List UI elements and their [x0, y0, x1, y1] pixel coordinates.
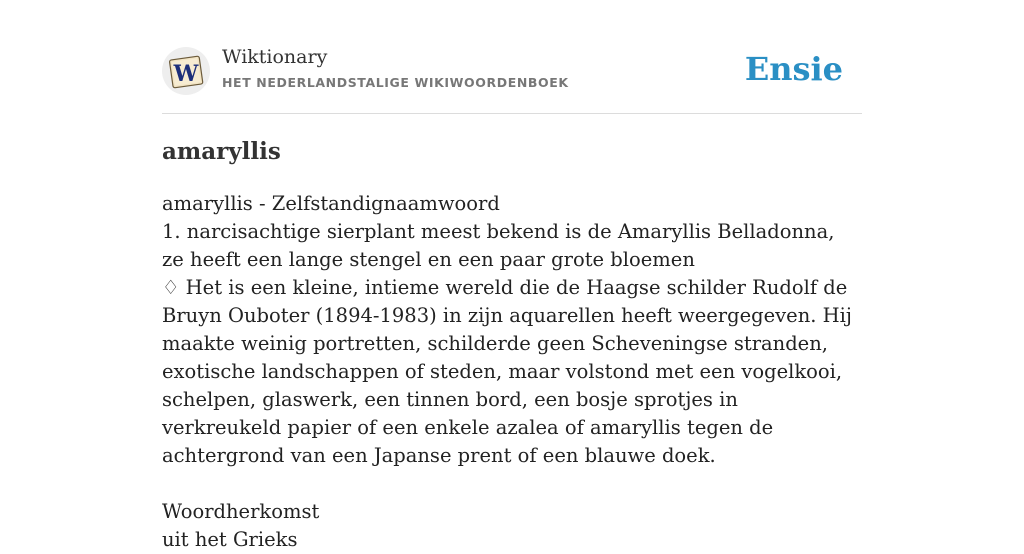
- page-title: amaryllis: [162, 138, 281, 165]
- etymology-heading: Woordherkomst: [162, 500, 320, 523]
- word-type-line: amaryllis - Zelfstandignaamwoord: [162, 192, 500, 215]
- site-header: [162, 44, 862, 114]
- spacer: [162, 470, 862, 498]
- svg-text:W: W: [173, 61, 199, 87]
- site-tagline: HET NEDERLANDSTALIGE WIKIWOORDENBOEK: [222, 75, 569, 90]
- wiktionary-logo-icon[interactable]: [162, 47, 210, 95]
- entry-body: [162, 190, 862, 554]
- ensie-brand-link[interactable]: Ensie: [744, 50, 843, 88]
- etymology-text: uit het Grieks: [162, 528, 298, 551]
- entry-content: [162, 132, 862, 554]
- definition-text: 1. narcisachtige sierplant meest bekend is de Amaryllis Belladonna, ze heeft een lange stengel en een paar grote bloemen: [162, 220, 835, 271]
- site-name[interactable]: Wiktionary: [222, 46, 328, 68]
- example-quote: ♢ Het is een kleine, intieme wereld die de Haagse schilder Rudolf de Bruyn Ouboter (1894-1983) in zijn aquarellen heeft weergegeven. Hij maakte weinig portretten, schilderde geen Scheveningse stranden, exotische landschappen of steden, maar volstond met een vogelkooi, schelpen, glaswerk, een tinnen bord, een bosje sprotjes in verkreukeld papier of een enkele azalea of amaryllis tegen de achtergrond van een Japanse prent of een blauwe doek.: [162, 276, 852, 467]
